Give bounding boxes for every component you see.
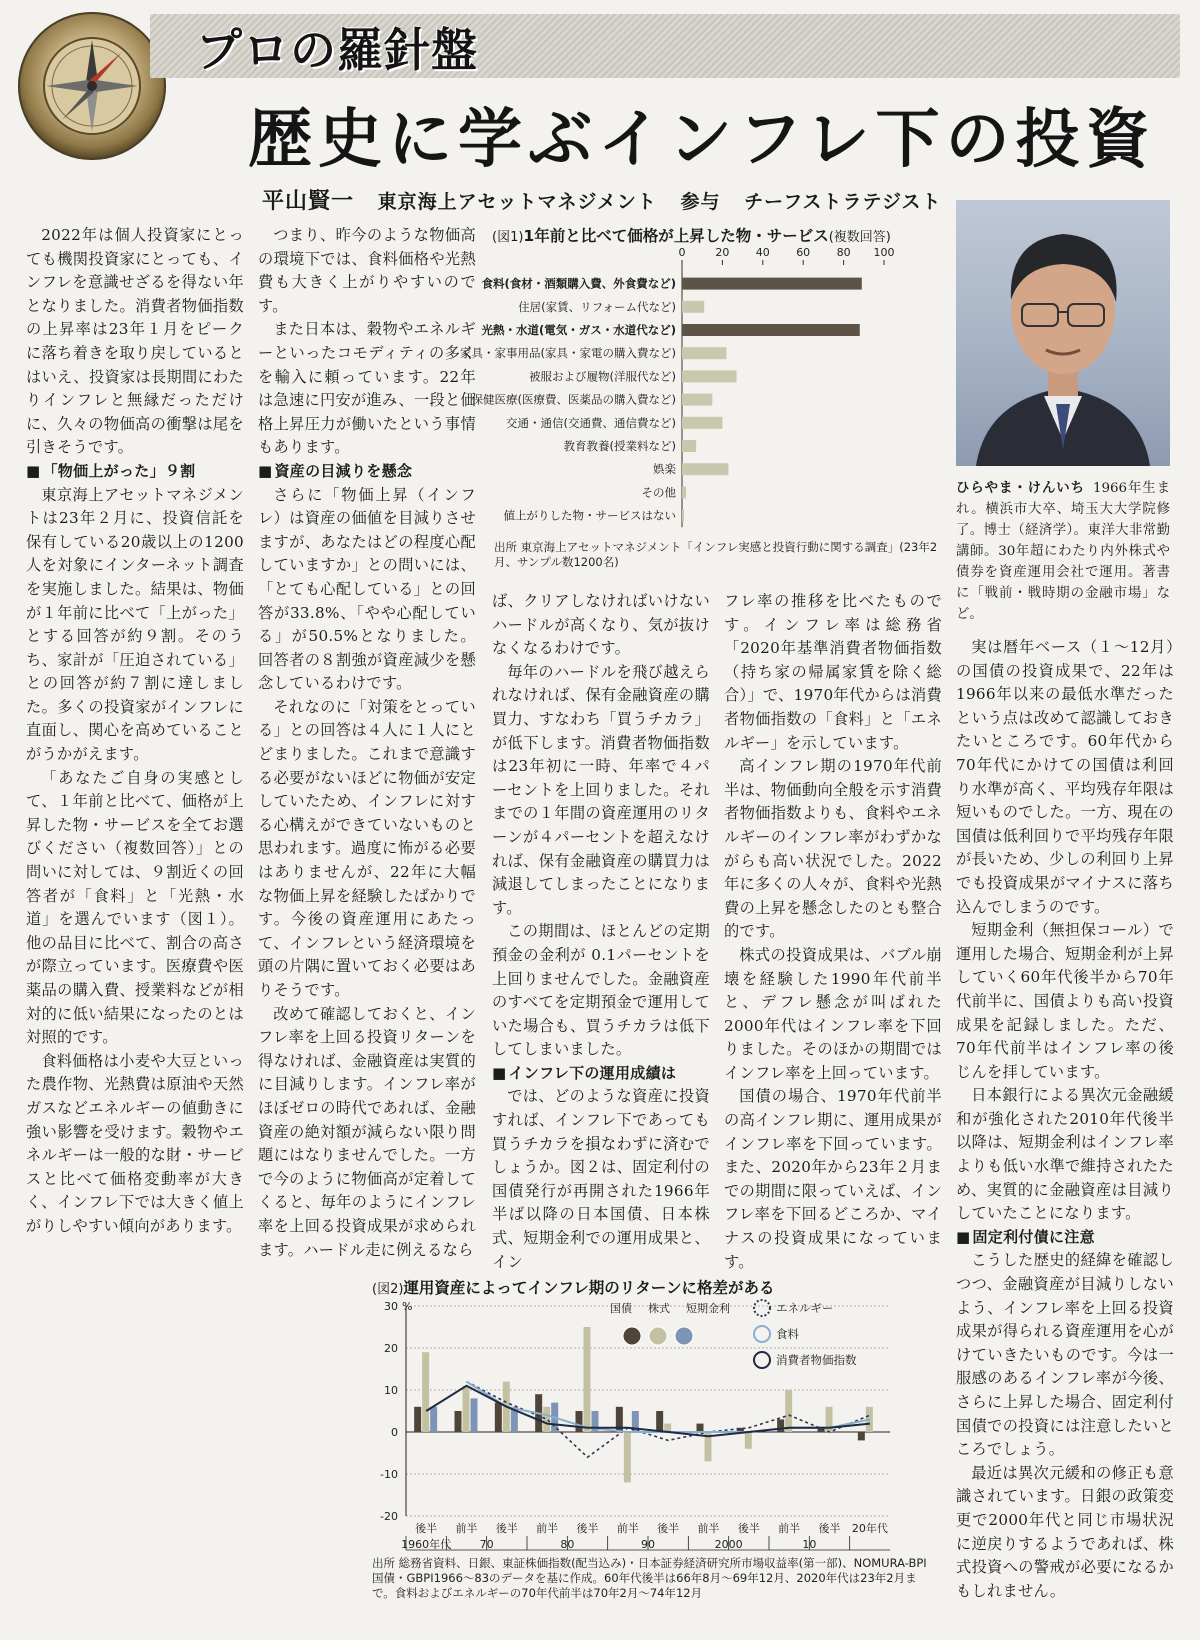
author-bio bbox=[956, 478, 1170, 625]
legend-label: 株式 bbox=[648, 1302, 670, 1315]
legend-swatch bbox=[754, 1352, 770, 1368]
bar-0 bbox=[656, 1411, 663, 1432]
figure1-title bbox=[492, 224, 891, 246]
bar bbox=[682, 370, 737, 382]
article-column-2 bbox=[258, 224, 476, 1262]
author-org: 東京海上アセットマネジメント bbox=[377, 191, 657, 213]
compass-logo bbox=[18, 12, 166, 160]
bar-2 bbox=[430, 1407, 437, 1432]
paragraph: 毎年のハードルを飛び越えられなければ、保有金融資産の購買力、すなわち「買うチカラ」が低下します。消費者物価指数は23年初に一時、年率で４パーセントを上回りました。それまでの１年間の資産運用のリターンが４パーセントを超えなければ、保有金融資産の購買力は減退してしまったことになります。 bbox=[492, 662, 710, 917]
author-name: 平山賢一 bbox=[262, 189, 355, 214]
figure2-chart bbox=[362, 1294, 942, 1552]
figure2-title-text: 運用資産によってインフレ期のリターンに格差がある bbox=[403, 1279, 775, 1297]
paragraph: 日本銀行による異次元金融緩和が強化された2010年代後半以降は、短期金利はインフレ率よりも低い水準で維持されたため、実質的に金融資産は目減りしていたことになります。 bbox=[956, 1086, 1174, 1223]
legend-swatch bbox=[754, 1326, 770, 1342]
section-heading: ■ 「物価上がった」９割 bbox=[26, 460, 244, 484]
article-column-5 bbox=[956, 636, 1174, 1603]
y-tick-label: 30 bbox=[384, 1300, 398, 1313]
bar bbox=[682, 463, 728, 475]
period-label: 後半 bbox=[415, 1522, 438, 1535]
period-label: 後半 bbox=[737, 1522, 760, 1535]
paragraph: 「あなたご自身の実感として、１年前と比べて、価格が上昇した物・サービスを全てお選びください（複数回答）」との問いに対しては、９割近くの回答者が「食料」と「光熱・水道」を選んでいます（図１）。他の品目に比べて、割合の高さが際立っています。医療費や医薬品の購入費、授業料などが相対的に低い結果になったのとは対照的です。 bbox=[26, 768, 244, 1047]
figure2-source: 出所 総務省資料、日銀、東証株価指数(配当込み)・日本証券経済研究所市場収益率(第一部)、NOMURA-BPI国債・GBPI1966～83のデータを基に作成。60年代後半は66年8月～69年12月、2020年代は23年2月まで。食料およびエネルギーの70年代前半は70年2月～74年12月 bbox=[372, 1556, 927, 1600]
paragraph: 食料価格は小麦や大豆といった農作物、光熱費は原油や天然ガスなどエネルギーの値動きに強い影響を受けます。穀物やエネルギーは一般的な財・サービスと比べて価格変動率が大きく、インフレ下では大きく値上がりしやすい傾向があります。 bbox=[26, 1051, 244, 1235]
paragraph: 東京海上アセットマネジメントは23年２月に、投資信託を保有している20歳以上の1200人を対象にインターネット調査を実施しました。結果は、物価が１年前に比べて「上がった」とする回答が約９割。そのうち、家計が「圧迫されている」との回答が約７割に達しました。多くの投資家がインフレに直面し、関心を高めていることがうかがえます。 bbox=[26, 485, 244, 764]
paragraph: 株式の投資成果は、バブル崩壊を経験した1990年代前半と、デフレ懸念が叫ばれた2000年代はインフレ率を下回りました。そのほかの期間ではインフレ率を上回っています。 bbox=[724, 945, 942, 1082]
decade-label: 1960年代 bbox=[401, 1538, 452, 1551]
paragraph: また日本は、穀物やエネルギーといったコモディティの多くを輸入に頼っています。22年は急速に円安が進み、一段と価格上昇圧力が働いたという事情もあります。 bbox=[258, 320, 476, 457]
bar-0 bbox=[858, 1432, 865, 1440]
paragraph: この期間は、ほとんどの定期預金の金利が 0.1パーセントを上回りませんでした。金融資産のすべてを定期預金で運用していた場合も、買うチカラは低下してしまいました。 bbox=[492, 922, 710, 1059]
bar bbox=[682, 510, 684, 522]
paragraph: 実は暦年ベース（１～12月）の国債の投資成果で、22年は1966年以来の最低水準だったという点は改めて認識しておきたいところです。60年代から70年代にかけての国債は利回り水準が高く、平均残存年限は短いものでした。一方、現在の国債は低利回りで平均残存年限が長いため、少しの利回り上昇でも投資成果がマイナスに落ち込んでしまうのです。 bbox=[956, 638, 1174, 916]
line-series-0 bbox=[467, 1382, 870, 1458]
legend-label: 消費者物価指数 bbox=[776, 1353, 857, 1367]
bar bbox=[682, 486, 686, 498]
period-label: 後半 bbox=[657, 1522, 680, 1535]
bar-1 bbox=[422, 1352, 429, 1432]
author-portrait-icon bbox=[956, 200, 1170, 466]
author-title1: 参与 bbox=[680, 191, 721, 213]
y-tick-label: -10 bbox=[380, 1468, 398, 1481]
bar-0 bbox=[777, 1419, 784, 1432]
figure2-label: (図2) bbox=[372, 1282, 404, 1297]
paragraph: こうした歴史的経緯を確認しつつ、金融資産が目減りしないよう、インフレ率を上回る投資成果が得られる資産運用を心がけていきたいものです。今は一服感のあるインフレ率が今後、さらに上昇した場合、固定利付国債での投資には注意したいところでしょう。 bbox=[956, 1251, 1174, 1459]
x-tick-label: 60 bbox=[796, 246, 811, 259]
legend-swatch bbox=[623, 1327, 641, 1345]
bar-0 bbox=[455, 1411, 462, 1432]
legend-label: 国債 bbox=[610, 1302, 632, 1315]
x-tick-label: 80 bbox=[836, 246, 851, 259]
figure1-note: (複数回答) bbox=[828, 230, 891, 245]
y-tick-label: 20 bbox=[384, 1342, 398, 1355]
figure1-title-text: 1年前と比べて価格が上昇した物・サービス bbox=[523, 227, 829, 245]
paragraph: つまり、昨今のような物価高の環境下では、食料価格や光熱費も大きく上がりやすいのです。 bbox=[258, 226, 476, 315]
section-heading: ■ インフレ下の運用成績は bbox=[492, 1062, 710, 1086]
bar-0 bbox=[697, 1424, 704, 1432]
decade-label: 10 bbox=[802, 1538, 817, 1551]
y-tick-label: -20 bbox=[380, 1510, 398, 1523]
decade-label: 2000 bbox=[714, 1538, 743, 1551]
category-label: 住居(家賃、リフォーム代など) bbox=[518, 299, 676, 314]
bar-0 bbox=[495, 1403, 502, 1432]
category-label: その他 bbox=[641, 485, 676, 500]
bar bbox=[682, 440, 696, 452]
paragraph: ば、クリアしなければいけないハードルが高くなり、気が抜けなくなるわけです。 bbox=[492, 592, 710, 658]
x-tick-label: 0 bbox=[678, 246, 686, 259]
period-label: 前半 bbox=[697, 1522, 720, 1535]
category-label: 交通・通信(交通費、通信費など) bbox=[506, 415, 676, 430]
period-label: 後半 bbox=[495, 1522, 518, 1535]
bar-1 bbox=[624, 1432, 631, 1482]
bio-text: 1966年生まれ。横浜市大卒、埼玉大大学院修了。博士（経済学）。東洋大非常勤講師。30年超にわたり内外株式や債券を資産運用会社で運用。著書に「戦前・戦時期の金融市場」など。 bbox=[956, 481, 1171, 622]
period-label: 前半 bbox=[455, 1522, 478, 1535]
paragraph: 最近は異次元緩和の修正も意識されています。日銀の政策変更で2000年代と同じ市場状況に逆戻りするようであれば、株式投資への警戒が必要になるかもしれません。 bbox=[956, 1463, 1174, 1600]
x-tick-label: 40 bbox=[755, 246, 770, 259]
byline bbox=[262, 184, 958, 215]
category-label: 被服および履物(洋服代など) bbox=[529, 369, 676, 384]
paragraph: 2022年は個人投資家にとっても機関投資家にとっても、インフレを意識せざるを得ない年となりました。消費者物価指数の上昇率は23年１月をピークに落ち着きを取り戻しているとはいえ、投資家は長期間にわたりインフレと無縁だっただけに、久々の物価高の衝撃は尾を引きそうです。 bbox=[26, 226, 244, 457]
bar bbox=[682, 278, 862, 290]
figure1-chart bbox=[460, 246, 936, 536]
article-column-4 bbox=[724, 590, 942, 1274]
main-title: 歴史に学ぶインフレ下の投資 bbox=[248, 102, 1156, 177]
x-tick-label: 20 bbox=[715, 246, 730, 259]
bar bbox=[682, 394, 712, 406]
y-tick-label: 10 bbox=[384, 1384, 398, 1397]
bar-1 bbox=[584, 1327, 591, 1432]
paragraph: 短期金利（無担保コール）で運用した場合、短期金利が上昇していく60年代後半から70年代前半に、国債よりも高い投資成果を記録しました。ただ、70年代前半はインフレ率の後じんを拝しています。 bbox=[956, 921, 1174, 1081]
unit-label: % bbox=[402, 1300, 413, 1313]
compass-rose-icon bbox=[18, 12, 166, 160]
section-heading: ■ 資産の目減りを懸念 bbox=[258, 460, 476, 484]
bar-0 bbox=[576, 1411, 583, 1432]
legend-label: 短期金利 bbox=[686, 1302, 730, 1315]
legend-swatch bbox=[675, 1327, 693, 1345]
bio-name: ひらやま・けんいち bbox=[956, 481, 1085, 496]
bar bbox=[682, 417, 722, 429]
section-heading: ■ 固定利付債に注意 bbox=[956, 1226, 1174, 1250]
paragraph: 国債の場合、1970年代前半の高インフレ期に、運用成果がインフレ率を下回っています。また、2020年から23年２月までの期間に限っていえば、インフレ率を下回るどころか、マイナスの投資成果になっています。 bbox=[724, 1087, 942, 1271]
bar-1 bbox=[463, 1386, 470, 1432]
series-title: プロの羅針盤 bbox=[196, 23, 478, 77]
category-label: 家具・家事用品(家具・家電の購入費など) bbox=[460, 346, 676, 361]
bar bbox=[682, 347, 726, 359]
decade-label: 80 bbox=[560, 1538, 575, 1551]
bar bbox=[682, 301, 704, 313]
bar bbox=[682, 324, 860, 336]
category-label: 値上がりした物・サービスはない bbox=[503, 508, 676, 523]
legend-label: 食料 bbox=[776, 1327, 799, 1341]
paragraph: では、どのような資産に投資すれば、インフレ下であっても買うチカラを損なわずに済むでしょうか。図２は、固定利付の国債発行が再開された1966年半ば以降の日本国債、日本株式、短期金利での運用成果と、イン bbox=[492, 1087, 710, 1271]
legend-swatch bbox=[754, 1300, 770, 1316]
article-column-3 bbox=[492, 590, 710, 1274]
bar-1 bbox=[745, 1432, 752, 1449]
figure1-label: (図1) bbox=[492, 230, 524, 245]
category-label: 保健医療(医療費、医薬品の購入費など) bbox=[471, 392, 676, 407]
category-label: 食料(食材・酒類購入費、外食費など) bbox=[481, 276, 676, 291]
paragraph: 改めて確認しておくと、インフレ率を上回る投資リターンを得なければ、金融資産は実質的に目減りします。インフレ率がほぼゼロの時代であれば、金融資産の絶対額が減らない限り問題にはなりませんでした。一方で今のように物価高が定着してくると、毎年のようにインフレ率を上回る投資成果が求められます。ハードル走に例えるなら bbox=[258, 1004, 476, 1259]
period-label: 20年代 bbox=[851, 1522, 888, 1535]
decade-label: 90 bbox=[641, 1538, 655, 1551]
x-tick-label: 100 bbox=[873, 246, 895, 259]
bar-0 bbox=[414, 1407, 421, 1432]
author-title2: チーフストラテジスト bbox=[744, 191, 942, 213]
paragraph: それなのに「対策をとっている」との回答は４人に１人にとどまりました。これまで意識する必要がないほどに物価が安定していたため、インフレに対する心構えができていないものと思われます。過度に怖がる必要はありませんが、22年に大幅な物価上昇を経験したばかりです。今後の資産運用にあたって、インフレという経済環境を頭の片隅に置いておく必要はありそうです。 bbox=[258, 697, 476, 999]
bar-1 bbox=[785, 1390, 792, 1432]
decade-label: 70 bbox=[479, 1538, 494, 1551]
y-tick-label: 0 bbox=[391, 1426, 398, 1439]
period-label: 前半 bbox=[616, 1522, 639, 1535]
line-series-2 bbox=[426, 1386, 870, 1436]
period-label: 後半 bbox=[818, 1522, 841, 1535]
category-label: 光熱・水道(電気・ガス・水道代など) bbox=[481, 323, 676, 337]
paragraph: 高インフレ期の1970年代前半は、物価動向全般を示す消費者物価指数よりも、食料やエネルギーのインフレ率がわずかながらも高い状況でした。2022年に多くの人々が、食料や光熱費の上昇を懸念したのとも整合的です。 bbox=[724, 757, 942, 941]
category-label: 教育教養(授業料など) bbox=[563, 439, 676, 453]
author-photo bbox=[956, 200, 1170, 466]
bar-2 bbox=[471, 1398, 478, 1432]
period-label: 前半 bbox=[778, 1522, 801, 1535]
legend-label: エネルギー bbox=[776, 1301, 834, 1315]
legend-swatch bbox=[649, 1327, 667, 1345]
period-label: 前半 bbox=[536, 1522, 559, 1535]
paragraph: フレ率の推移を比べたものです。インフレ率は総務省「2020年基準消費者物価指数（持ち家の帰属家賃を除く総合）」で、1970年代からは消費者物価指数の「食料」と「エネルギー」を示しています。 bbox=[724, 592, 942, 752]
figure1-source: 出所 東京海上アセットマネジメント「インフレ実感と投資行動に関する調査」(23年2月、サンプル数1200名) bbox=[494, 540, 938, 569]
paragraph: さらに「物価上昇（インフレ）は資産の価値を目減りさせますが、あなたはどの程度心配していますか」との問いには、「とても心配している」との回答が33.8%、「やや心配している」が50.5%となりました。回答者の８割強が資産減少を懸念しているわけです。 bbox=[258, 485, 476, 693]
bar-1 bbox=[543, 1407, 550, 1432]
category-label: 娯楽 bbox=[653, 462, 676, 477]
article-column-1 bbox=[26, 224, 244, 1239]
period-label: 後半 bbox=[576, 1522, 599, 1535]
